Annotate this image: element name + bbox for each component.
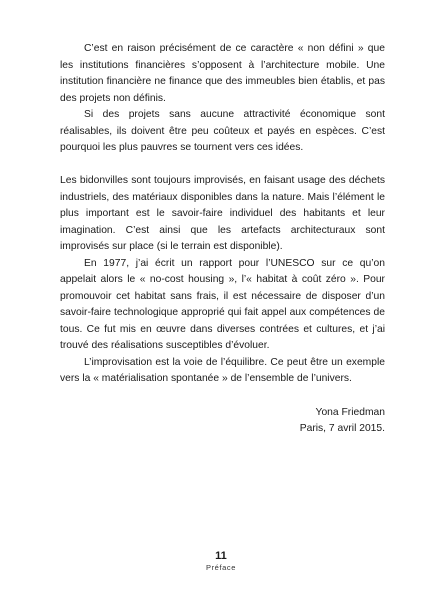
paragraph: C’est en raison précisément de ce caractère « non défini » que les institutions financières s’opposent à l’architecture mobile. Une institution financière ne finance que des immeubles bien établis, et pas des projets non définis.	[60, 43, 385, 104]
paragraph: Si des projets sans aucune attractivité économique sont réalisables, ils doivent être peu coûteux et payés en espèces. C’est pourquoi les plus pauvres se tournent vers ces idées.	[60, 109, 385, 153]
signature-block	[60, 405, 385, 438]
paragraph: L’improvisation est la voie de l’équilibre. Ce peut être un exemple vers la « matérialisation spontanée » de l’ensemble de l’univers.	[60, 356, 385, 384]
preface-text-body	[60, 41, 385, 438]
page-footer	[0, 550, 442, 573]
place-date: Paris, 7 avril 2015.	[299, 423, 385, 434]
running-title: Préface	[205, 563, 237, 572]
paragraph: Les bidonvilles sont toujours improvisés, en faisant usage des déchets industriels, des matériaux disponibles dans la nature. Mais l’élément le plus important est le savoir-faire individuel des habitants et leur imagination. C’est ainsi que les artefacts architecturaux sont improvisés sur place (si le terrain est disponible).	[60, 175, 385, 252]
paragraph: En 1977, j’ai écrit un rapport pour l’UNESCO sur ce qu’on appelait alors le « no-cost housing », l’« habitat à coût zéro ». Pour promouvoir cet habitat sans frais, il est nécessaire de disposer d’un savoir-faire technologique approprié qui fait appel aux compétences de tous. Ce fut mis en œuvre dans diverses contrées et cultures, et j’ai trouvé des réalisations susceptibles d’évoluer.	[60, 257, 385, 351]
author-name: Yona Friedman	[315, 406, 385, 418]
page-number: 11	[215, 550, 227, 562]
